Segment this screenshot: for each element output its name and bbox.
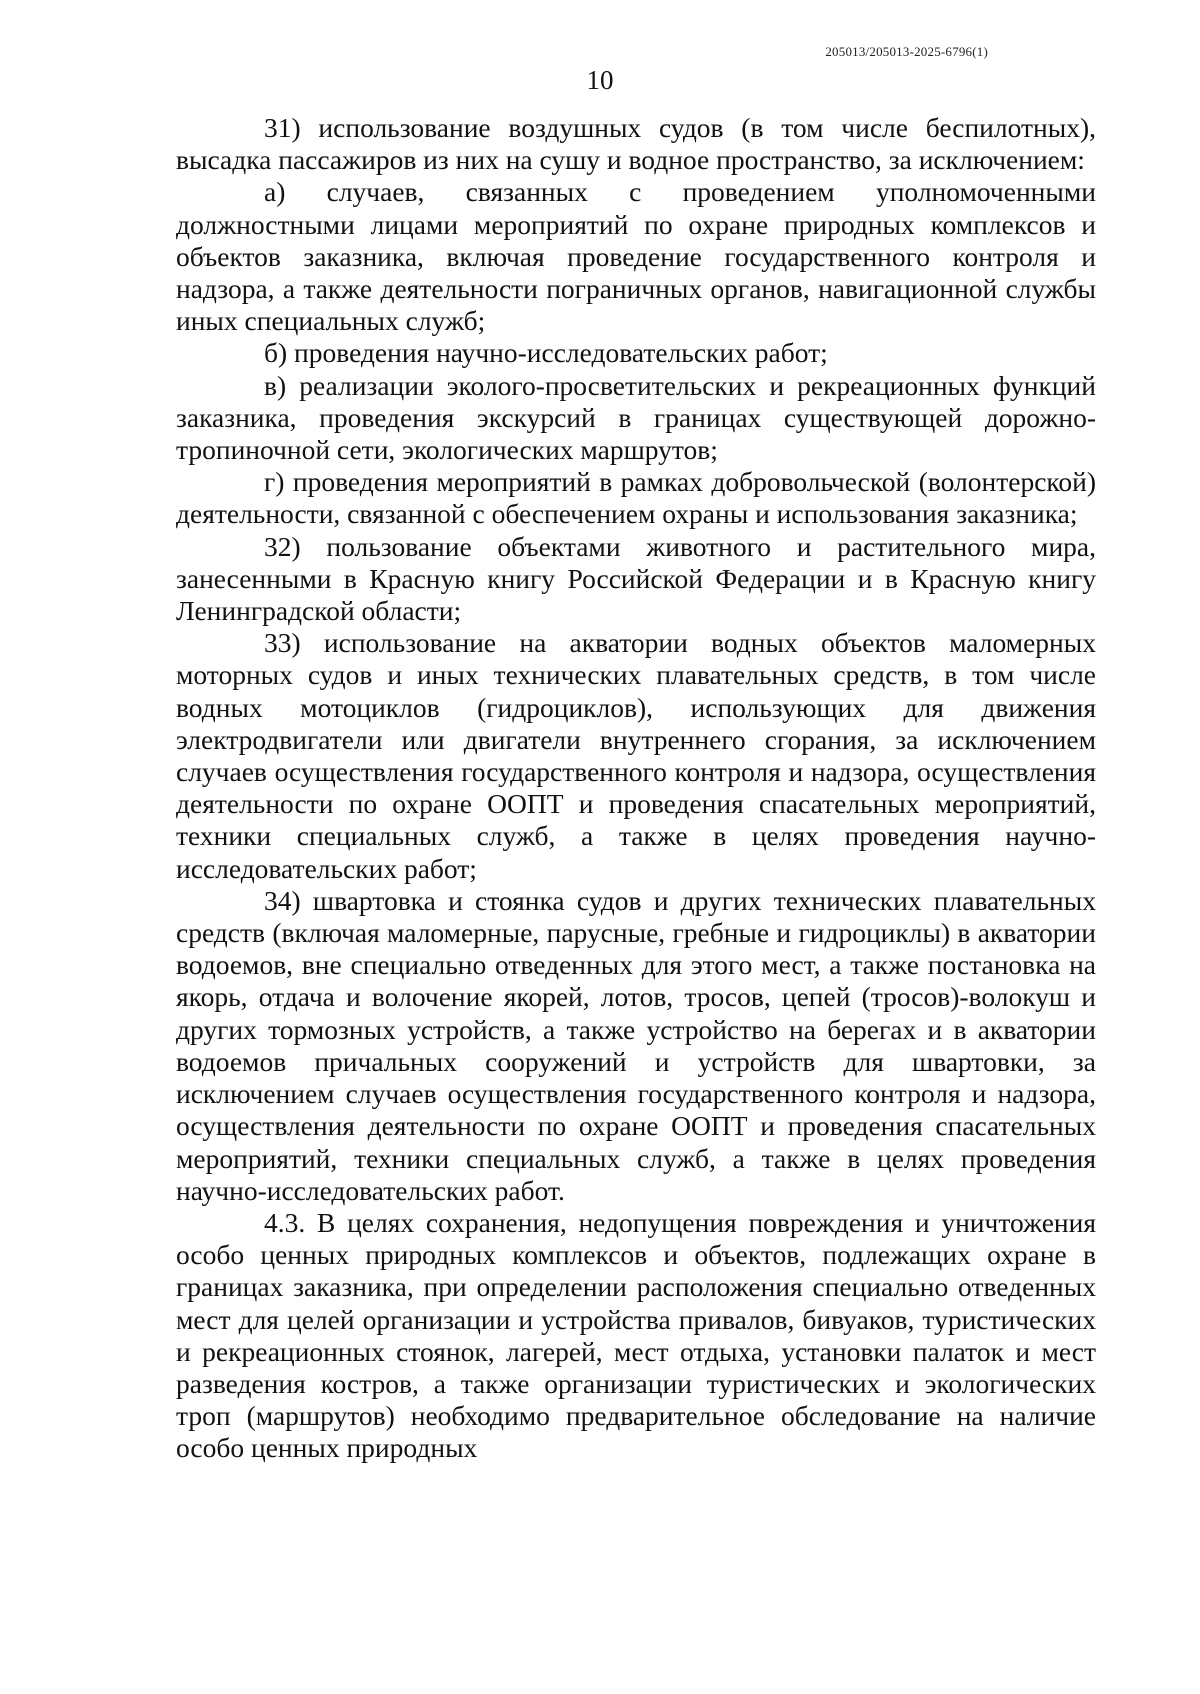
paragraph-subitem-b: б) проведения научно-исследовательских работ; bbox=[264, 337, 828, 369]
page-number: 10 bbox=[586, 65, 614, 95]
document-body bbox=[176, 112, 1096, 1465]
paragraph-item-33: 33) использование на акватории водных объектов маломерных моторных судов и иных технических плавательных средств, в том числе водных мотоциклов (гидроциклов), использующих для движения электродвигатели или двигатели внутреннего сгорания, за исключением случаев осуществления государственного контроля и надзора, осуществления деятельности по охране ООПТ и проведения спасательных мероприятий, техники специальных служб, а также в целях проведения научно-исследовательских работ; bbox=[176, 627, 1096, 884]
paragraph-subitem-g: г) проведения мероприятий в рамках добровольческой (волонтерской) деятельности, связанной с обеспечением охраны и использования заказника; bbox=[176, 466, 1096, 530]
paragraph-item-31: 31) использование воздушных судов (в том числе беспилотных), высадка пассажиров из них на сушу и водное пространство, за исключением: bbox=[176, 112, 1096, 176]
paragraph-subitem-a: а) случаев, связанных с проведением уполномоченными должностными лицами мероприятий по охране природных комплексов и объектов заказника, включая проведение государственного контроля и надзора, а также деятельности пограничных органов, навигационной службы иных специальных служб; bbox=[176, 176, 1096, 337]
paragraph-subitem-v: в) реализации эколого-просветительских и рекреационных функций заказника, проведения экскурсий в границах существующей дорожно-тропиночной сети, экологических маршрутов; bbox=[176, 369, 1096, 466]
paragraph-item-32: 32) пользование объектами животного и растительного мира, занесенными в Красную книгу Российской Федерации и в Красную книгу Ленинградской области; bbox=[176, 530, 1096, 627]
document-id: 205013/205013-2025-6796(1) bbox=[825, 44, 988, 59]
paragraph-item-34: 34) швартовка и стоянка судов и других технических плавательных средств (включая маломерные, парусные, гребные и гидроциклы) в акватории водоемов, вне специально отведенных для этого мест, а также постановка на якорь, отдача и волочение якорей, лотов, тросов, цепей (тросов)-волокуш и других тормозных устройств, а также устройство на берегах и в акватории водоемов причальных сооружений и устройств для швартовки, за исключением случаев осуществления государственного контроля и надзора, осуществления деятельности по охране ООПТ и проведения спасательных мероприятий, техники специальных служб, а также в целях проведения научно-исследовательских работ. bbox=[176, 884, 1096, 1206]
paragraph-section-4-3: 4.3. В целях сохранения, недопущения повреждения и уничтожения особо ценных природных комплексов и объектов, подлежащих охране в границах заказника, при определении расположения специально отведенных мест для целей организации и устройства привалов, бивуаков, туристических и рекреационных стоянок, лагерей, мест отдыха, установки палаток и мест разведения костров, а также организации туристических и экологических троп (маршрутов) необходимо предварительное обследование на наличие особо ценных природных bbox=[176, 1206, 1096, 1464]
